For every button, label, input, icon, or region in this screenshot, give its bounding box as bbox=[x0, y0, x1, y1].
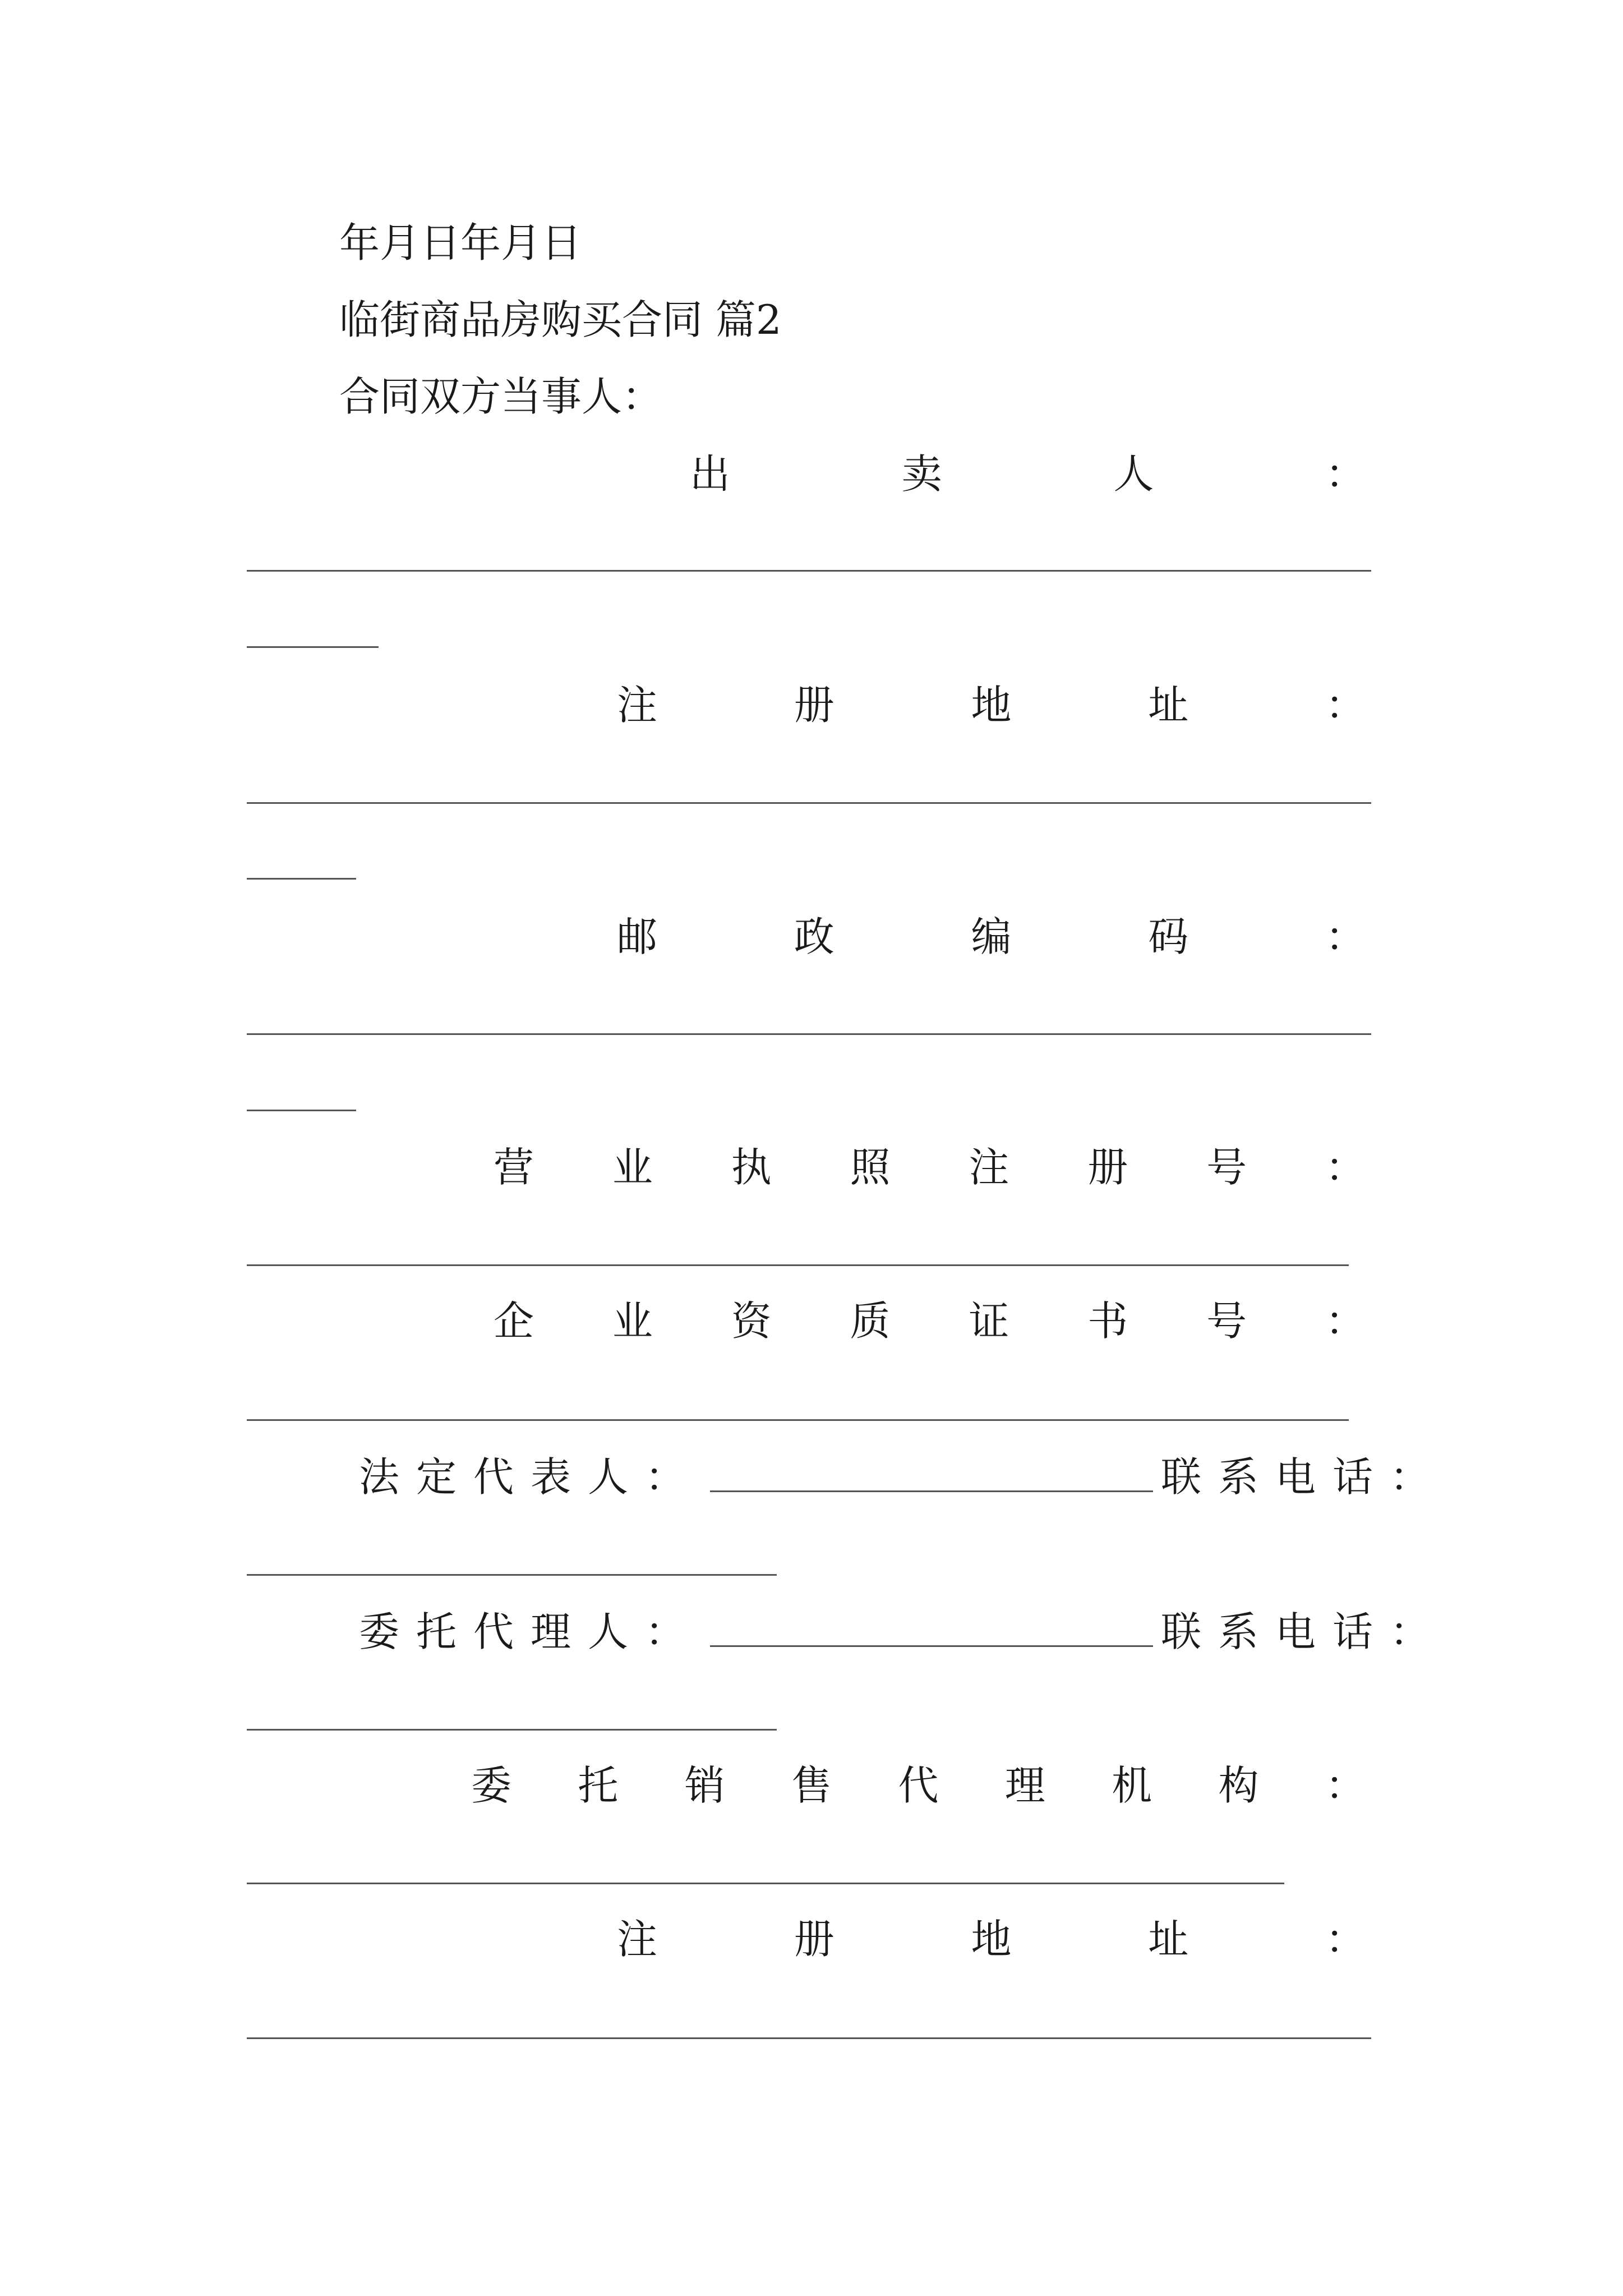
legal-rep-fill-line[interactable] bbox=[710, 1490, 1153, 1492]
sales-agency-char: 理 bbox=[1004, 1762, 1045, 1809]
postal-code-char: ： bbox=[1325, 913, 1366, 960]
business-license-char: 照 bbox=[850, 1144, 891, 1191]
business-license-fill-line[interactable] bbox=[247, 1264, 1349, 1266]
legal-rep-row bbox=[359, 1452, 1447, 1502]
registered-address-char: 注 bbox=[617, 682, 658, 729]
qualification-cert-char: 号 bbox=[1206, 1297, 1247, 1345]
agency-address-fill-line[interactable] bbox=[247, 2037, 1371, 2039]
agency-address-char: 地 bbox=[971, 1916, 1012, 1963]
qualification-cert-char: 质 bbox=[850, 1297, 891, 1345]
seller-fill-line[interactable] bbox=[247, 570, 1371, 572]
sales-agency-char: ： bbox=[1325, 1762, 1366, 1809]
qualification-cert-char: 企 bbox=[494, 1297, 534, 1345]
sales-agency-label bbox=[471, 1760, 1366, 1811]
postal-code-fill-line[interactable] bbox=[247, 1033, 1371, 1035]
registered-address-char: 址 bbox=[1148, 682, 1189, 729]
qualification-cert-fill-line[interactable] bbox=[247, 1419, 1349, 1421]
sales-agency-char: 售 bbox=[791, 1762, 832, 1809]
seller-label-char: 出 bbox=[690, 450, 731, 498]
qualification-cert-label bbox=[494, 1296, 1366, 1346]
business-license-char: 执 bbox=[731, 1144, 772, 1191]
postal-code-fill-line-cont[interactable] bbox=[247, 1110, 356, 1111]
agency-address-label bbox=[617, 1914, 1366, 1964]
agent-phone-label: 联系电话： bbox=[1161, 1608, 1447, 1655]
sales-agency-char: 代 bbox=[898, 1762, 939, 1809]
business-license-char: ： bbox=[1325, 1144, 1366, 1191]
postal-code-char: 码 bbox=[1148, 913, 1189, 960]
seller-label-char: ： bbox=[1325, 450, 1366, 498]
postal-code-char: 邮 bbox=[617, 913, 658, 960]
agent-phone-fill-line[interactable] bbox=[247, 1729, 777, 1731]
registered-address-char: 地 bbox=[971, 682, 1012, 729]
seller-label-char: 卖 bbox=[901, 450, 942, 498]
business-license-char: 册 bbox=[1087, 1144, 1128, 1191]
agent-label: 委托代理人： bbox=[359, 1608, 703, 1655]
seller-label-char: 人 bbox=[1113, 450, 1154, 498]
business-license-char: 营 bbox=[494, 1144, 534, 1191]
agency-address-char: 册 bbox=[794, 1916, 834, 1963]
qualification-cert-char: 业 bbox=[612, 1297, 653, 1345]
sales-agency-char: 销 bbox=[684, 1762, 725, 1809]
business-license-char: 号 bbox=[1206, 1144, 1247, 1191]
postal-code-char: 政 bbox=[794, 913, 834, 960]
postal-code-label bbox=[617, 912, 1366, 962]
sales-agency-char: 托 bbox=[578, 1762, 619, 1809]
sales-agency-fill-line[interactable] bbox=[247, 1883, 1284, 1884]
seller-fill-line-cont[interactable] bbox=[247, 646, 379, 648]
legal-rep-label: 法定代表人： bbox=[359, 1453, 703, 1501]
qualification-cert-char: 书 bbox=[1087, 1297, 1128, 1345]
document-title: 临街商品房购买合同 篇2 bbox=[339, 296, 782, 343]
agent-fill-line[interactable] bbox=[710, 1645, 1153, 1647]
seller-label bbox=[690, 449, 1366, 499]
sales-agency-char: 机 bbox=[1112, 1762, 1152, 1809]
qualification-cert-char: 证 bbox=[969, 1297, 1009, 1345]
registered-address-fill-line[interactable] bbox=[247, 802, 1371, 804]
registered-address-label bbox=[617, 680, 1366, 730]
legal-rep-phone-label: 联系电话： bbox=[1161, 1453, 1447, 1501]
agency-address-char: 注 bbox=[617, 1916, 658, 1963]
legal-rep-phone-fill-line[interactable] bbox=[247, 1574, 777, 1576]
registered-address-char: ： bbox=[1325, 682, 1366, 729]
sales-agency-char: 构 bbox=[1218, 1762, 1259, 1809]
agency-address-char: 址 bbox=[1148, 1916, 1189, 1963]
agent-row bbox=[359, 1607, 1447, 1657]
qualification-cert-char: 资 bbox=[731, 1297, 772, 1345]
qualification-cert-char: ： bbox=[1325, 1297, 1366, 1345]
date-line: 年月日年月日 bbox=[339, 219, 582, 266]
postal-code-char: 编 bbox=[971, 913, 1012, 960]
business-license-char: 业 bbox=[612, 1144, 653, 1191]
parties-intro: 合同双方当事人： bbox=[339, 373, 663, 420]
registered-address-fill-line-cont[interactable] bbox=[247, 878, 356, 880]
business-license-char: 注 bbox=[969, 1144, 1009, 1191]
business-license-label bbox=[494, 1142, 1366, 1193]
agency-address-char: ： bbox=[1325, 1916, 1366, 1963]
sales-agency-char: 委 bbox=[471, 1762, 512, 1809]
registered-address-char: 册 bbox=[794, 682, 834, 729]
